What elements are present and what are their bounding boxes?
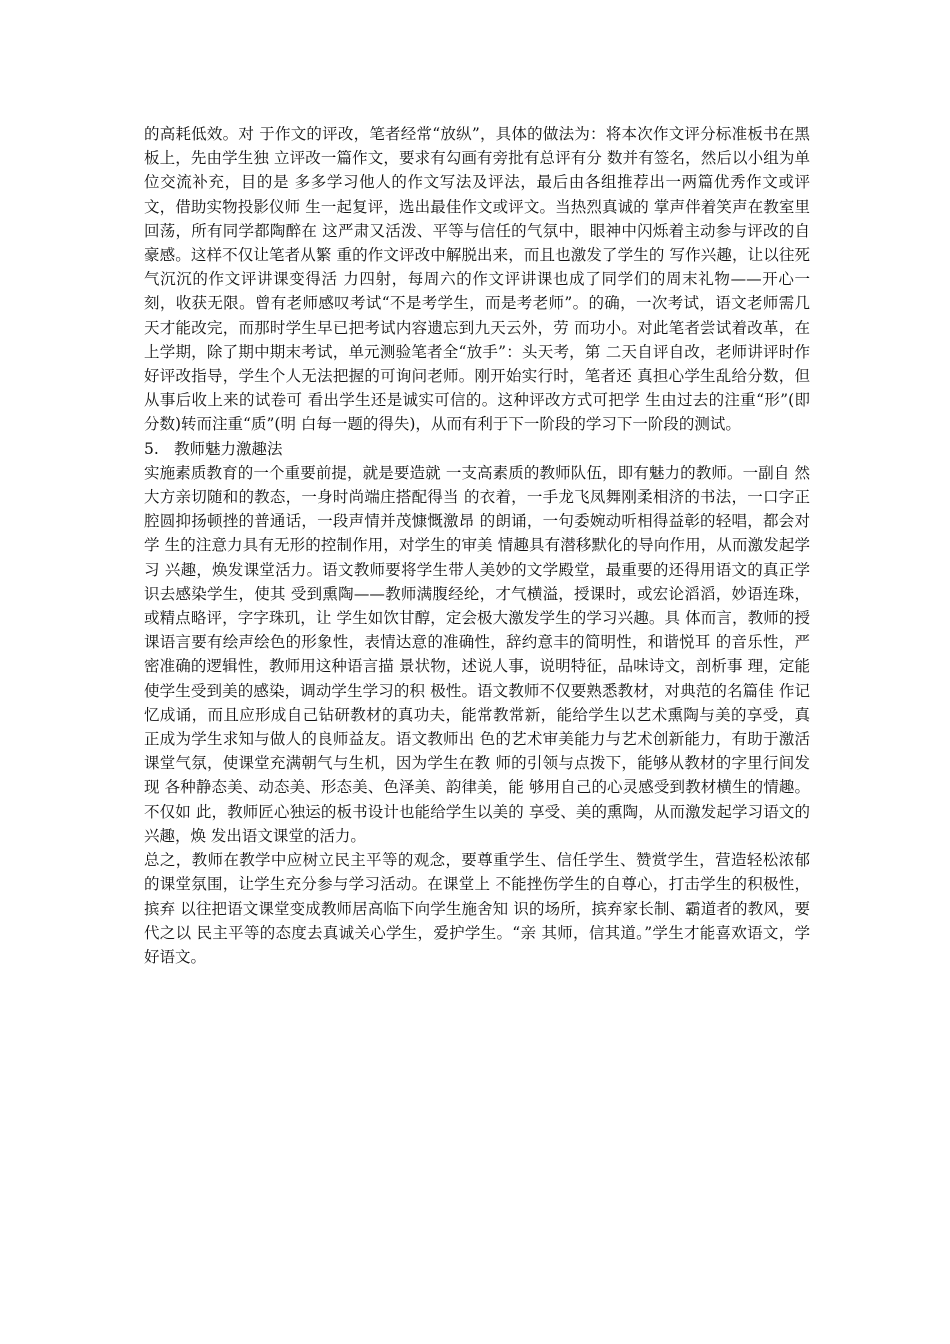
paragraph-teacher-charm: 实施素质教育的一个重要前提，就是要造就 一支高素质的教师队伍，即有魅力的教师。一副自 然大方亲切随和的教态，一身时尚端庄搭配得当 的衣着，一手龙飞凤舞刚柔相济的书法，一口字正 腔圆抑扬顿挫的普通话，一段声情并茂慷慨激昂 的朗诵，一句委婉动听相得益彰的轻唱，都会对学 生的注意力具有无形的控制作用，对学生的审美 情趣具有潜移默化的导向作用，从而激发起学习 兴趣，焕发课堂活力。语文教师要将学生带人美妙的文学殿堂，最重要的还得用语文的真正学识去感染学生，使其 受到熏陶——教师满腹经纶，才气横溢，授课时，或宏论滔滔，妙语连珠，或精点略评，字字珠玑，让 学生如饮甘醇，定会极大激发学生的学习兴趣。具 体而言，教师的授课语言要有绘声绘色的形象性，表情达意的准确性，辞约意丰的简明性，和谐悦耳 的音乐性，严密准确的逻辑性，教师用这种语言描 景状物，述说人事，说明特征，品味诗文，剖析事 理，定能使学生受到美的感染，调动学生学习的积 极性。语文教师不仅要熟悉教材，对典范的名篇佳 作记忆成诵，而且应形成自己钻研教材的真功夫，能常教常新，能给学生以艺术熏陶与美的享受，真 正成为学生求知与做人的良师益友。语文教师出 色的艺术审美能力与艺术创新能力，有助于激活 课堂气氛，使课堂充满朝气与生机，因为学生在教 师的引领与点拨下，能够从教材的字里行间发现 各种静态美、动态美、形态美、色泽美、韵律美，能 够用自己的心灵感受到教材横生的情趣。不仅如 此，教师匠心独运的板书设计也能给学生以美的 享受、美的熏陶，从而激发起学习语文的兴趣，焕 发出语文课堂的活力。 xyxy=(144,463,810,845)
section-title: 教师魅力激趣法 xyxy=(174,439,283,458)
section-number: 5. xyxy=(144,439,159,458)
document-body xyxy=(144,122,810,969)
section-heading xyxy=(144,437,810,461)
paragraph-conclusion: 总之，教师在教学中应树立民主平等的观念，要尊重学生、信任学生、赞赏学生，营造轻松浓郁 的课堂氛围，让学生充分参与学习活动。在课堂上 不能挫伤学生的自尊心，打击学生的积极性，摈弃 以往把语文课堂变成教师居高临下向学生施舍知 识的场所，摈弃家长制、霸道者的教风，要代之以 民主平等的态度去真诚关心学生，爱护学生。“亲 其师，信其道。”学生才能喜欢语文，学好语文。 xyxy=(144,851,810,966)
paragraph-grading-method: 的高耗低效。对 于作文的评改，笔者经常“放纵”，具体的做法为：将本次作文评分标准板书在黑板上，先由学生独 立评改一篇作文，要求有勾画有旁批有总评有分 数并有签名，然后以小组为单位交流补充，目的是 多多学习他人的作文写法及评法，最后由各组推荐出一两篇优秀作文或评文，借助实物投影仪师 生一起复评，选出最佳作文或评文。当热烈真诚的 掌声伴着笑声在教室里回荡，所有同学都陶醉在 这严肃又活泼、平等与信任的气氛中，眼神中闪烁着主动参与评改的自豪感。这样不仅让笔者从繁 重的作文评改中解脱出来，而且也激发了学生的 写作兴趣，让以往死气沉沉的作文评讲课变得活 力四射，每周六的作文评讲课也成了同学们的周末礼物——开心一刻，收获无限。曾有老师感叹考试“不是考学生，而是考老师”。的确，一次考试，语文老师需几天才能改完，而那时学生早已把考试内容遗忘到九天云外，劳 而功小。对此笔者尝试着改革，在上学期，除了期中期末考试，单元测验笔者全“放手”：头天考，第 二天自评自改，老师讲评时作好评改指导，学生个人无法把握的可询问老师。刚开始实行时，笔者还 真担心学生乱给分数，但从事后收上来的试卷可 看出学生还是诚实可信的。这种评改方式可把学 生由过去的注重“形”(即分数)转而注重“质”(明 白每一题的得失)，从而有利于下一阶段的学习下一阶段的测试。 xyxy=(144,125,810,434)
